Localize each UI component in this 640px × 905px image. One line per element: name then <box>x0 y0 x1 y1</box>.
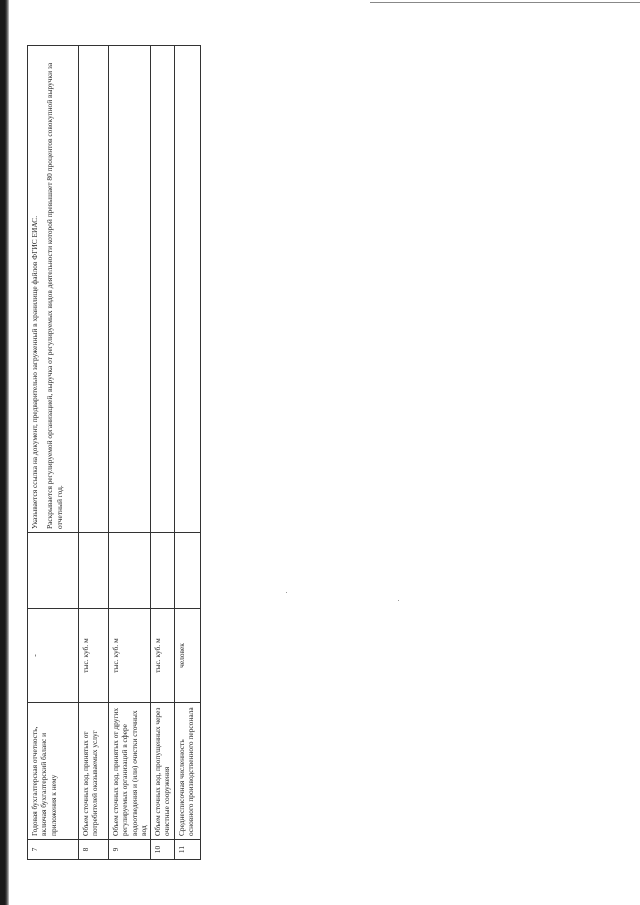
indicator-name: Годовая бухгалтерская отчетность, включая бухгалтерский баланс и приложения к нему <box>28 703 79 840</box>
unit-cell: человек <box>174 609 200 703</box>
table-row <box>174 46 200 860</box>
note-cell <box>151 46 175 533</box>
row-number: 9 <box>109 840 151 860</box>
row-number: 11 <box>174 840 200 860</box>
unit-cell: тыс. куб. м <box>151 609 175 703</box>
unit-cell: тыс. куб. м <box>79 609 109 703</box>
row-number: 8 <box>79 840 109 860</box>
top-rule-line <box>370 2 640 3</box>
table-row <box>109 46 151 860</box>
scan-edge-shadow <box>0 0 9 905</box>
note-paragraph: Указывается ссылка на документ, предварительно загруженный в хранилище файлов ФГИС ЕИАС. <box>30 215 39 529</box>
value-cell <box>28 533 79 609</box>
unit-cell: - <box>28 609 79 703</box>
row-number: 10 <box>151 840 175 860</box>
note-cell <box>28 46 79 533</box>
unit-cell: тыс. куб. м <box>109 609 151 703</box>
table-row <box>79 46 109 860</box>
indicator-name: Объем сточных вод, принятых от других регулируемых организаций в сфере водоотведения и (или) очистки сточных вод <box>109 703 151 840</box>
value-cell <box>174 533 200 609</box>
table-row <box>28 46 79 860</box>
note-cell <box>174 46 200 533</box>
rotated-table-container <box>27 46 195 860</box>
note-paragraph: Раскрывается регулируемой организацией, выручка от регулируемых видов деятельности которой превышает 80 процентов совокупной выручки за отчетный год. <box>45 62 64 529</box>
indicator-name: Объем сточных вод, принятых от потребителей оказываемых услуг <box>79 703 109 840</box>
table-row <box>151 46 175 860</box>
indicator-name: Объем сточных вод, пропущенных через очистные сооружения <box>151 703 175 840</box>
value-cell <box>151 533 175 609</box>
note-cell <box>79 46 109 533</box>
indicator-name: Среднесписочная численность основного производственного персонала <box>174 703 200 840</box>
note-cell <box>109 46 151 533</box>
scan-speck <box>286 592 287 593</box>
scan-speck <box>398 600 399 601</box>
disclosure-table <box>27 45 201 860</box>
value-cell <box>79 533 109 609</box>
row-number: 7 <box>28 840 79 860</box>
value-cell <box>109 533 151 609</box>
